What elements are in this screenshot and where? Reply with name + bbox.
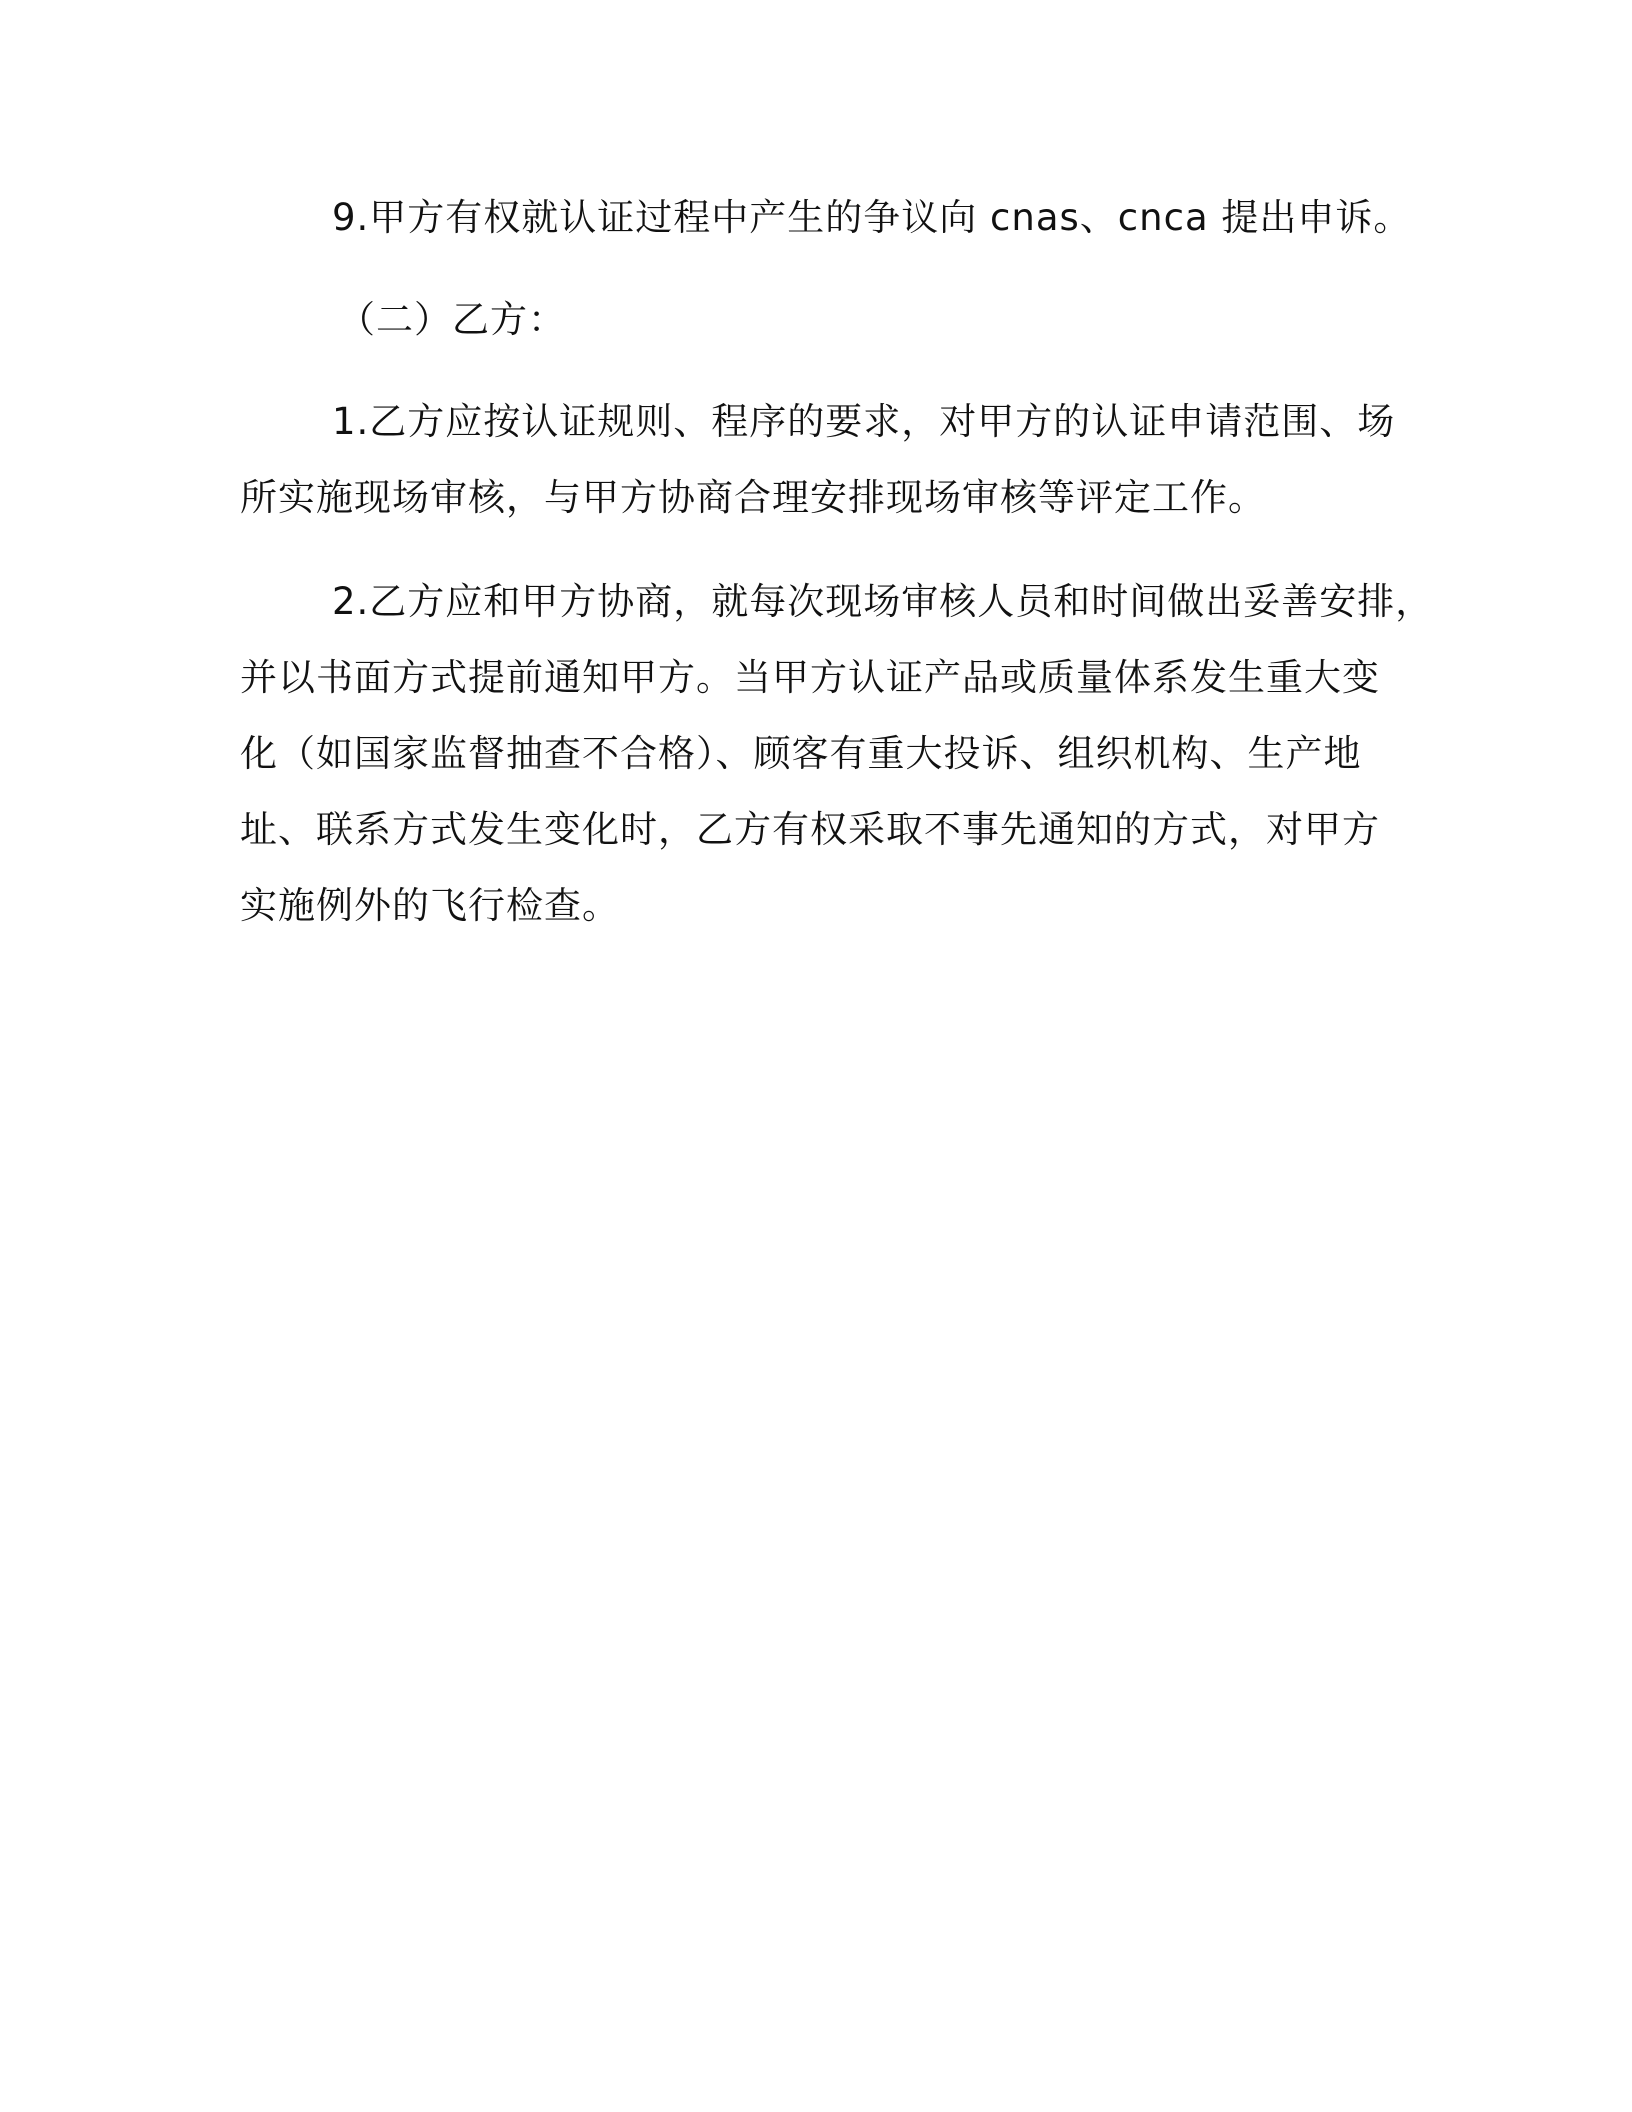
paragraph-line: 1.乙方应按认证规则、程序的要求，对甲方的认证申请范围、场 (332, 400, 1396, 443)
paragraph-1 (240, 384, 1400, 536)
paragraph-line: 实施例外的飞行检查。 (240, 884, 620, 927)
paragraph-line: 址、联系方式发生变化时，乙方有权采取不事先通知的方式，对甲方 (240, 808, 1380, 851)
paragraph-line: 所实施现场审核，与甲方协商合理安排现场审核等评定工作。 (240, 476, 1266, 519)
paragraph-line: 9.甲方有权就认证过程中产生的争议向 cnas、cnca 提出申诉。 (332, 196, 1412, 239)
paragraph-9 (240, 180, 1412, 256)
paragraph-line: 化（如国家监督抽查不合格）、顾客有重大投诉、组织机构、生产地 (240, 732, 1362, 775)
section-heading (240, 282, 1400, 358)
paragraph-line: 并以书面方式提前通知甲方。当甲方认证产品或质量体系发生重大变 (240, 656, 1380, 699)
paragraph-line: 2.乙方应和甲方协商，就每次现场审核人员和时间做出妥善安排， (332, 580, 1434, 623)
paragraph-2 (240, 564, 1434, 944)
section-heading-text: （二）乙方： (338, 298, 566, 341)
